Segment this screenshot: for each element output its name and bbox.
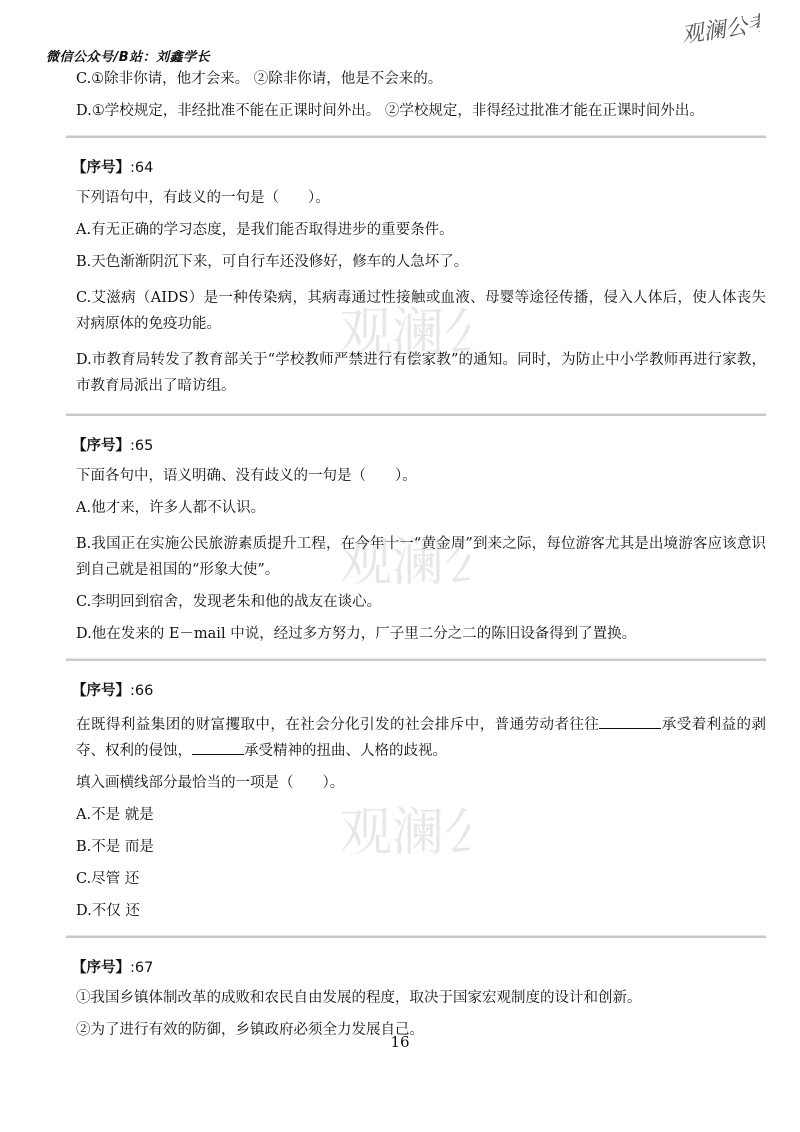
q65-option-c: C.李明回到宿舍，发现老朱和他的战友在谈心。 — [76, 594, 382, 610]
question-number-65: 【序号】:65 — [72, 438, 154, 454]
q66-option-c: C.尽管 还 — [76, 871, 140, 887]
q65-option-a: A.他才来，许多人都不认识。 — [76, 500, 266, 516]
divider — [66, 413, 766, 416]
q65-stem: 下面各句中，语义明确、没有歧义的一句是（ ）。 — [76, 468, 417, 484]
question-number-67: 【序号】:67 — [72, 960, 154, 976]
option-d-prev: D.①学校规定，非经批准不能在正课时间外出。 ②学校规定，非得经过批准才能在正课时间外出。 — [76, 103, 704, 119]
option-c-prev: C.①除非你请，他才会来。 ②除非你请，他是不会来的。 — [76, 71, 443, 87]
page-number: 16 — [390, 1033, 410, 1051]
divider — [66, 658, 766, 661]
fill-blank-2 — [192, 740, 244, 755]
watermark-text-1: 观澜 — [340, 303, 445, 363]
watermark-text-2: 观澜 — [340, 533, 445, 593]
logo-text: 观澜公考 — [680, 11, 760, 49]
watermark-text-3: 观澜 — [340, 803, 445, 863]
divider — [66, 935, 766, 938]
q66-stem: 在既得利益集团的财富攫取中，在社会分化引发的社会排斥中，普通劳动者往往 承受着利益的剥夺、权利的侵蚀， 承受精神的扭曲、人格的歧视。 — [76, 712, 766, 764]
q66-option-a: A.不是 就是 — [76, 807, 154, 823]
q66-option-b: B.不是 而是 — [76, 839, 154, 855]
q66-option-d: D.不仅 还 — [76, 903, 140, 919]
page-header: 微信公众号/B站：刘鑫学长 — [46, 50, 211, 65]
q67-statement-2: ②为了进行有效的防御，乡镇政府必须全力发展自己。 — [76, 1022, 424, 1038]
q65-option-d: D.他在发来的 E－mail 中说，经过多方努力，厂子里二分之二的陈旧设备得到了置换。 — [76, 626, 637, 642]
q64-option-a: A.有无正确的学习态度，是我们能否取得进步的重要条件。 — [76, 222, 454, 238]
q64-option-c: C.艾滋病（AIDS）是一种传染病，其病毒通过性接触或血液、母婴等途径传播，侵入人体后，使人体丧失对病原体的免疫功能。 — [76, 290, 766, 332]
main-content — [72, 70, 767, 1053]
q66-prompt: 填入画横线部分最恰当的一项是（ ）。 — [76, 775, 345, 791]
divider — [66, 135, 766, 138]
question-number-66: 【序号】:66 — [72, 683, 154, 699]
fill-blank-1 — [599, 714, 661, 729]
q67-statement-1: ①我国乡镇体制改革的成败和农民自由发展的程度，取决于国家宏观制度的设计和创新。 — [76, 990, 642, 1006]
q64-option-b: B.天色渐渐阴沉下来，可自行车还没修好，修车的人急坏了。 — [76, 254, 469, 270]
question-number-64: 【序号】:64 — [72, 160, 154, 176]
q64-stem: 下列语句中，有歧义的一句是（ ）。 — [76, 190, 330, 206]
q65-option-b: B.我国正在实施公民旅游素质提升工程，在今年十一“黄金周”到来之际，每位游客尤其是出境游客应该意识到自己就是祖国的“形象大使”。 — [76, 536, 766, 578]
q64-option-d: D.市教育局转发了教育部关于“学校教师严禁进行有偿家教”的通知。同时，为防止中小学教师再进行家教，市教育局派出了暗访组。 — [76, 352, 766, 394]
